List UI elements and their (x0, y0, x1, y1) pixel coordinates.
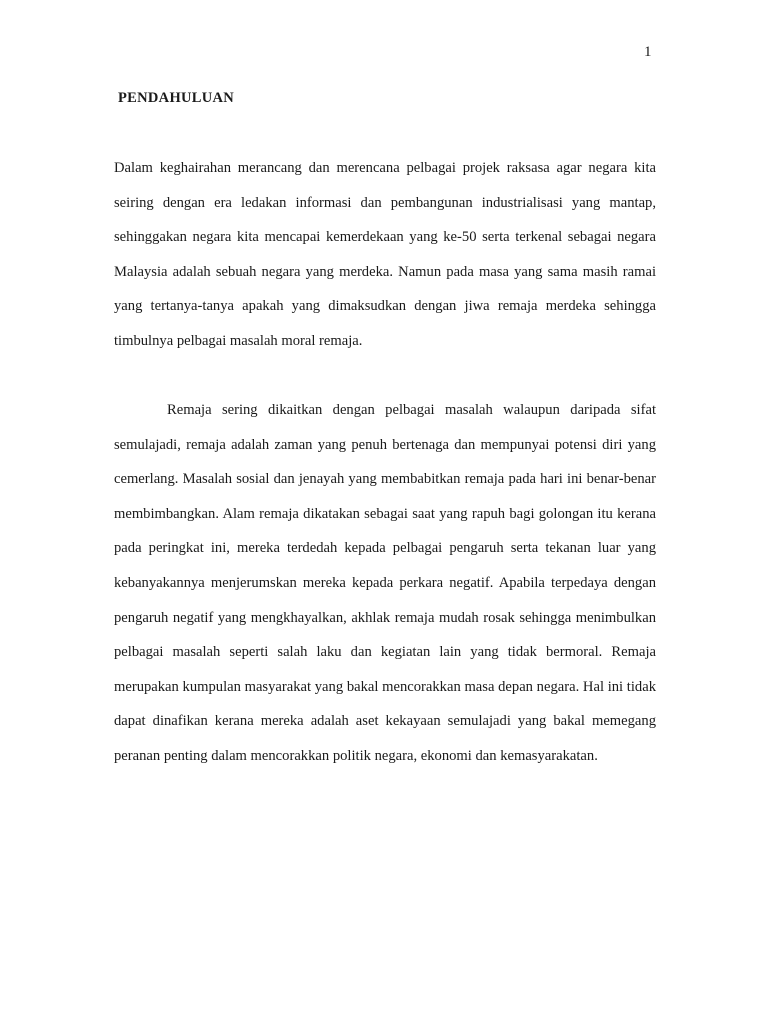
page-number: 1 (644, 44, 652, 60)
section-heading: PENDAHULUAN (118, 90, 235, 106)
paragraph-introduction: Dalam keghairahan merancang dan merencana pelbagai projek raksasa agar negara kita seiring dengan era ledakan informasi dan pembangunan industrialisasi yang mantap, sehinggakan negara kita mencapai kemerdekaan yang ke-50 serta terkenal sebagai negara Malaysia adalah sebuah negara yang merdeka. Namun pada masa yang sama masih ramai yang tertanya-tanya apakah yang dimaksudkan dengan jiwa remaja merdeka sehingga timbulnya pelbagai masalah moral remaja. (114, 160, 656, 349)
paragraph-remaja: Remaja sering dikaitkan dengan pelbagai masalah walaupun daripada sifat semulajadi, remaja adalah zaman yang penuh bertenaga dan mempunyai potensi diri yang cemerlang. Masalah sosial dan jenayah yang membabitkan remaja pada hari ini benar-benar membimbangkan. Alam remaja dikatakan sebagai saat yang rapuh bagi golongan itu kerana pada peringkat ini, mereka terdedah kepada pelbagai pengaruh serta tekanan luar yang kebanyakannya menjerumskan mereka kepada perkara negatif. Apabila terpedaya dengan pengaruh negatif yang mengkhayalkan, akhlak remaja mudah rosak sehingga menimbulkan pelbagai masalah seperti salah laku dan kegiatan lain yang tidak bermoral. Remaja merupakan kumpulan masyarakat yang bakal mencorakkan masa depan negara. Hal ini tidak dapat dinafikan kerana mereka adalah aset kekayaan semulajadi yang bakal memegang peranan penting dalam mencorakkan politik negara, ekonomi dan kemasyarakatan. (114, 402, 656, 764)
